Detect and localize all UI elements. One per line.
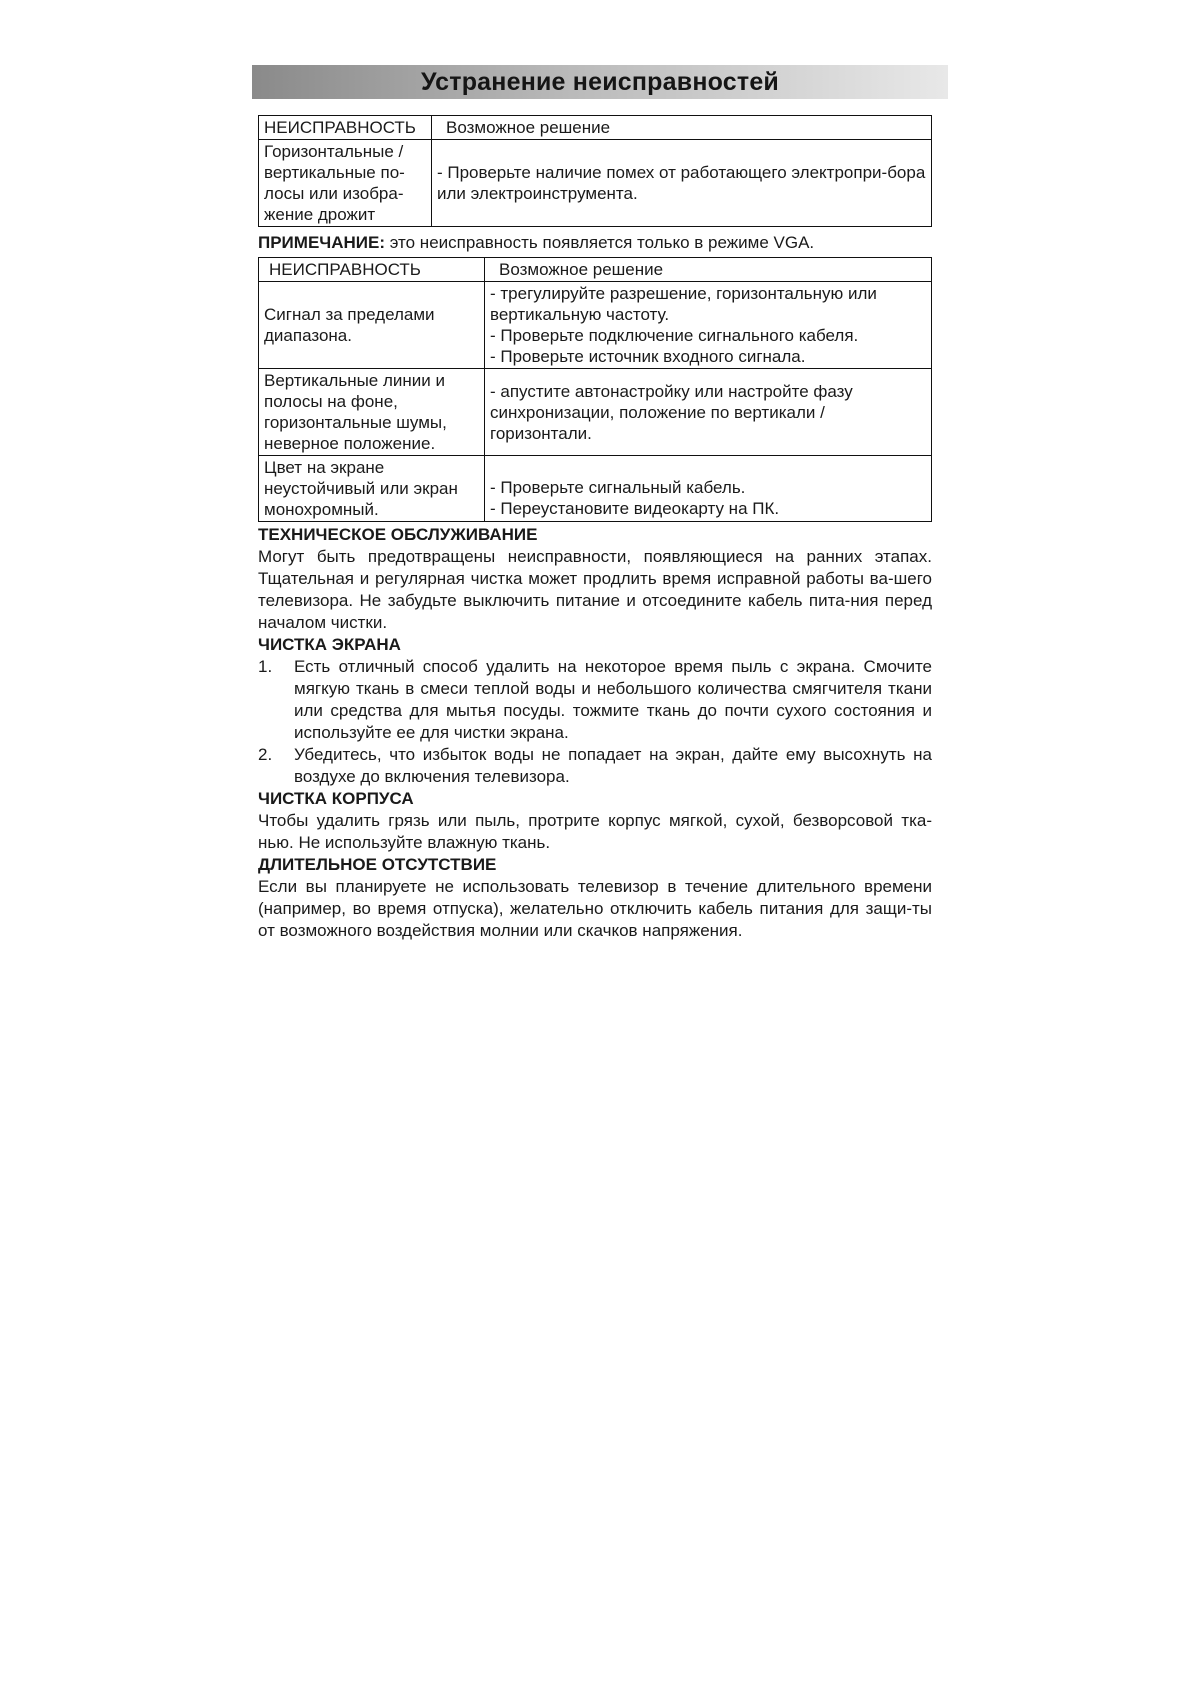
troubleshooting-table-2 xyxy=(258,257,932,522)
list-text: Есть отличный способ удалить на некоторое время пыль с экрана. Смочите мягкую ткань в смеси теплой воды и небольшого количества смягчителя ткани или средства для мытья посуды. тожмите ткань до почти сухого состояния и используйте ее для чистки экрана. xyxy=(294,657,932,742)
table-row xyxy=(259,456,932,522)
table-row xyxy=(259,140,932,227)
problem-cell: Горизонтальные / вертикальные по-лосы или изобра-жение дрожит xyxy=(259,140,432,227)
list-item xyxy=(258,744,932,788)
table-header-row xyxy=(259,116,932,140)
maintenance-heading: ТЕХНИЧЕСКОЕ ОБСЛУЖИВАНИЕ xyxy=(258,525,538,544)
table-row xyxy=(259,369,932,456)
solution-line: - Переустановите видеокарту на ПК. xyxy=(490,499,780,518)
troubleshooting-table-1 xyxy=(258,115,932,227)
solution-line: - Проверьте подключение сигнального кабеля. xyxy=(490,326,859,345)
solution-cell xyxy=(485,369,932,456)
solution-line: - трегулируйте разрешение, горизонтальную или вертикальную частоту. xyxy=(490,284,877,324)
column-header-problem: НЕИСПРАВНОСТЬ xyxy=(259,116,432,140)
solution-cell: - Проверьте наличие помех от работающего электропри-бора или электроинструмента. xyxy=(432,140,932,227)
solution-cell xyxy=(485,456,932,522)
solution-line: - апустите автонастройку или настройте фазу синхронизации, положение по вертикали / горизонтали. xyxy=(490,381,853,443)
screen-cleaning-heading: ЧИСТКА ЭКРАНА xyxy=(258,635,401,654)
table-row xyxy=(259,282,932,369)
solution-cell xyxy=(485,282,932,369)
solution-line: - Проверьте сигнальный кабель. xyxy=(490,478,746,497)
long-absence-text: Если вы планируете не использовать телевизор в течение длительного времени (например, во время отпуска), желательно отключить кабель питания для защи-ты от возможного воздействия молнии или скачков напряжения. xyxy=(258,877,932,940)
maintenance-text: Могут быть предотвращены неисправности, появляющиеся на ранних этапах. Тщательная и регулярная чистка может продлить время исправной работы ва-шего телевизора. Не забудьте выключить питание и отсоедините кабель пита-ния перед началом чистки. xyxy=(258,547,932,632)
list-text: Убедитесь, что избыток воды не попадает на экран, дайте ему высохнуть на воздухе до включения телевизора. xyxy=(294,745,932,786)
note-text: это неисправность появляется только в режиме VGA. xyxy=(389,233,815,252)
list-item xyxy=(258,656,932,744)
column-header-problem: НЕИСПРАВНОСТЬ xyxy=(259,258,485,282)
problem-cell: Вертикальные линии и полосы на фоне, горизонтальные шумы, неверное положение. xyxy=(259,369,485,456)
list-number: 1. xyxy=(258,657,273,676)
table-header-row xyxy=(259,258,932,282)
problem-cell: Цвет на экране неустойчивый или экран монохромный. xyxy=(259,456,485,522)
title-banner xyxy=(252,65,948,99)
solution-line: - Проверьте источник входного сигнала. xyxy=(490,347,806,366)
page-title: Устранение неисправностей xyxy=(420,67,779,96)
long-absence-heading: ДЛИТЕЛЬНОЕ ОТСУТСТВИЕ xyxy=(258,855,497,874)
column-header-solution: Возможное решение xyxy=(485,258,932,282)
note-label: ПРИМЕЧАНИЕ: xyxy=(258,233,385,252)
case-cleaning-heading: ЧИСТКА КОРПУСА xyxy=(258,789,414,808)
list-number: 2. xyxy=(258,745,273,764)
column-header-solution: Возможное решение xyxy=(432,116,932,140)
problem-cell: Сигнал за пределами диапазона. xyxy=(259,282,485,369)
vga-note xyxy=(258,232,932,254)
case-cleaning-text: Чтобы удалить грязь или пыль, протрите корпус мягкой, сухой, безворсовой тка-нью. Не используйте влажную ткань. xyxy=(258,811,932,852)
